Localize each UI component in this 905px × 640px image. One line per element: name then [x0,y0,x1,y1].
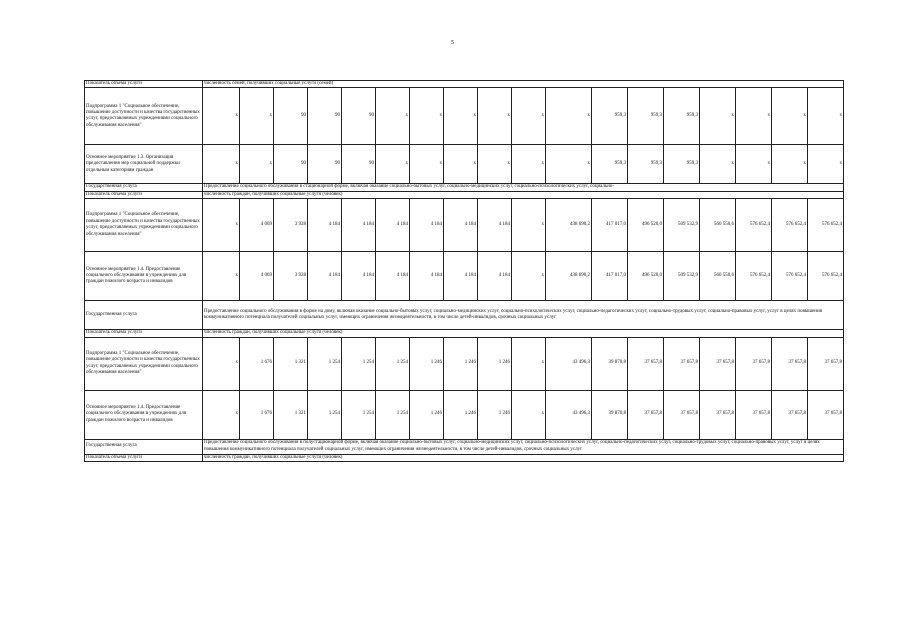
value-cell: 959,3 [592,88,628,145]
value-cell: x [772,145,808,184]
row-label: Показатель объема услуги [85,191,203,198]
value-cell: 4 069 [240,252,274,301]
table-row-text [85,301,844,330]
table-row-values [85,145,844,184]
value-cell: 90 [274,88,308,145]
value-cell: 4 184 [478,199,512,252]
value-cell: 4 184 [308,199,342,252]
table-row-text [85,454,844,461]
value-cell: 3 928 [274,252,308,301]
value-cell: x [700,145,736,184]
description-cell: Предоставление социального обслуживания в форме на дому, включая оказание социально-бытовых услуг, социально-медицинских услуг, социально-психологических услуг, социально-педагогических услуг, социально-трудовых услуг, социально-правовых услуг, услуг в целях повышения коммуникативного потенциала получателей социальных услуг, имеющих ограничения жизнедеятельности, в том числе детей-инвалидов, срочных социальных услуг [203,301,844,330]
table-row-text [85,191,844,198]
table-row-text [85,81,844,88]
description-cell: Предоставление социального обслуживания в стационарной форме, включая оказание социально-бытовых услуг, социально-медицинских услуг, социально-психологических услуг, социально- [203,184,844,191]
row-label: Государственная услуга [85,184,203,191]
description-cell: численность граждан, получивших социальные услуги (человек) [203,191,844,198]
value-cell: x [240,145,274,184]
value-cell: 4 184 [308,252,342,301]
value-cell: 1 246 [478,337,512,390]
value-cell: x [203,337,240,390]
value-cell: 39 870,8 [592,390,628,439]
row-label: Государственная услуга [85,439,203,454]
value-cell: 43 496,3 [546,390,592,439]
value-cell: 959,3 [592,145,628,184]
value-cell: x [736,145,772,184]
value-cell: 1 246 [410,390,444,439]
row-label: Показатель объема услуги [85,454,203,461]
value-cell: 90 [308,88,342,145]
value-cell: x [808,145,844,184]
value-cell: x [410,88,444,145]
value-cell: 4 184 [444,199,478,252]
description-cell: численность граждан, получивших социальные услуги (человек) [203,454,844,461]
value-cell: 560 550,6 [700,252,736,301]
value-cell: 37 657,8 [808,337,844,390]
value-cell: 417 017,0 [592,252,628,301]
value-cell: x [203,145,240,184]
value-cell: 1 246 [410,337,444,390]
value-cell: 959,3 [664,145,700,184]
value-cell: 959,3 [664,88,700,145]
value-cell: x [376,145,410,184]
value-cell: 576 652,4 [772,199,808,252]
table-row-values [85,337,844,390]
value-cell: x [808,88,844,145]
table-row-values [85,252,844,301]
value-cell: 576 652,4 [736,199,772,252]
value-cell: x [203,88,240,145]
value-cell: x [546,88,592,145]
value-cell: 576 652,4 [808,199,844,252]
value-cell: 37 657,8 [700,390,736,439]
value-cell: 37 657,8 [628,390,664,439]
value-cell: x [376,88,410,145]
value-cell: 1 254 [342,337,376,390]
value-cell: 509 532,9 [664,199,700,252]
table-row-values [85,390,844,439]
table-row-values [85,88,844,145]
value-cell: 90 [274,145,308,184]
value-cell: 37 657,8 [736,390,772,439]
value-cell: x [512,199,546,252]
value-cell: 37 657,8 [664,390,700,439]
value-cell: x [444,145,478,184]
value-cell: x [478,145,512,184]
value-cell: 4 184 [342,199,376,252]
value-cell: x [203,252,240,301]
value-cell: 37 657,8 [808,390,844,439]
value-cell: 37 657,8 [700,337,736,390]
value-cell: 3 928 [274,199,308,252]
row-label: Показатель объема услуги [85,330,203,337]
value-cell: 1 246 [444,390,478,439]
budget-table [84,80,844,462]
value-cell: 1 254 [376,390,410,439]
value-cell: 438 690,2 [546,199,592,252]
value-cell: 496 520,0 [628,199,664,252]
value-cell: 1 254 [342,390,376,439]
value-cell: x [546,145,592,184]
row-label: Подпрограмма 1 "Социальное обеспечение, повышение доступности и качества государственных услуг, предоставляемых учреждениями социального обслуживания населения" [85,337,203,390]
value-cell: 1 254 [308,390,342,439]
value-cell: 417 017,0 [592,199,628,252]
table-row-text [85,330,844,337]
value-cell: 90 [342,88,376,145]
value-cell: 4 184 [410,199,444,252]
value-cell: 1 254 [376,337,410,390]
value-cell: 959,3 [628,88,664,145]
value-cell: 90 [308,145,342,184]
table-row-text [85,439,844,454]
value-cell: 90 [342,145,376,184]
value-cell: 37 657,8 [628,337,664,390]
value-cell: 1 676 [240,390,274,439]
value-cell: x [410,145,444,184]
description-cell: численность семей, получивших социальные услуги (семей) [203,81,844,88]
value-cell: x [512,390,546,439]
value-cell: x [240,88,274,145]
row-label: Подпрограмма 1 "Социальное обеспечение, повышение доступности и качества государственных услуг, предоставляемых учреждениями социального обслуживания населения" [85,199,203,252]
value-cell: x [444,88,478,145]
value-cell: 4 069 [240,199,274,252]
value-cell: x [512,337,546,390]
value-cell: 37 657,8 [772,390,808,439]
value-cell: 576 652,4 [808,252,844,301]
value-cell: x [512,252,546,301]
value-cell: 4 184 [444,252,478,301]
value-cell: 959,3 [628,145,664,184]
table-row-text [85,184,844,191]
value-cell: x [478,88,512,145]
value-cell: 1 254 [308,337,342,390]
table-body [85,81,844,462]
value-cell: 438 690,2 [546,252,592,301]
value-cell: 1 321 [274,390,308,439]
value-cell: 496 520,0 [628,252,664,301]
value-cell: 4 184 [410,252,444,301]
description-cell: численность граждан, получивших социальные услуги (человек) [203,330,844,337]
value-cell: x [203,199,240,252]
row-label: Государственная услуга [85,301,203,330]
row-label: Основное мероприятие 1.4. Предоставление социального обслуживания в учреждениях для граждан пожилого возраста и инвалидов [85,390,203,439]
value-cell: 1 321 [274,337,308,390]
row-label: Основное мероприятие 1.4. Предоставление социального обслуживания в учреждениях для граждан пожилого возраста и инвалидов [85,252,203,301]
value-cell: x [512,88,546,145]
table-row-values [85,199,844,252]
value-cell: 4 184 [376,252,410,301]
value-cell: x [736,88,772,145]
value-cell: 37 657,8 [772,337,808,390]
row-label: Подпрограмма 1 "Социальное обеспечение, повышение доступности и качества государственных услуг, предоставляемых учреждениями социального обслуживания населения" [85,88,203,145]
value-cell: x [700,88,736,145]
value-cell: 37 657,8 [664,337,700,390]
value-cell: x [772,88,808,145]
value-cell: 560 550,6 [700,199,736,252]
description-cell: Предоставление социального обслуживания в полустационарной форме, включая оказание социально-бытовых услуг, социально-медицинских услуг, социально-психологических услуг, социально-педагогических услуг, социально-трудовых услуг, социально-правовых услуг, услуг в целях повышения коммуникативного потенциала получателей социальных услуг, имеющих ограничения жизнедеятельности, в том числе детей-инвалидов, срочных социальных услуг [203,439,844,454]
row-label: Показатель объема услуги [85,81,203,88]
value-cell: 1 246 [478,390,512,439]
value-cell: 37 657,8 [736,337,772,390]
value-cell: 576 652,4 [772,252,808,301]
value-cell: 4 184 [376,199,410,252]
value-cell: 1 676 [240,337,274,390]
value-cell: 43 496,3 [546,337,592,390]
value-cell: x [512,145,546,184]
value-cell: 39 870,8 [592,337,628,390]
page-number: 5 [451,40,454,46]
value-cell: 4 184 [342,252,376,301]
value-cell: 4 184 [478,252,512,301]
value-cell: 576 652,4 [736,252,772,301]
value-cell: x [203,390,240,439]
row-label: Основное мероприятие 1.3. Организация предоставления мер социальной поддержки отдельным категориям граждан [85,145,203,184]
value-cell: 1 246 [444,337,478,390]
value-cell: 509 532,9 [664,252,700,301]
